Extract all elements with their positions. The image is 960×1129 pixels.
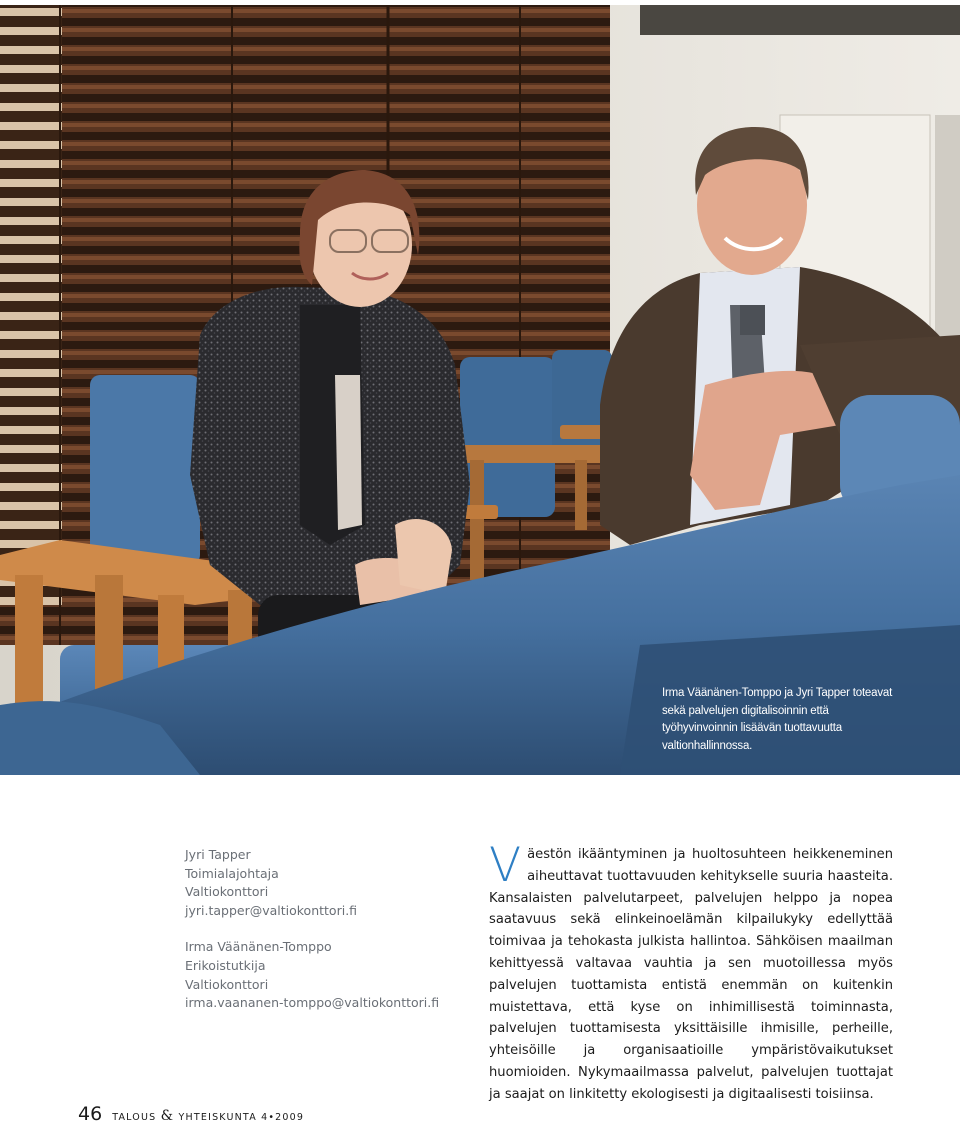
magazine-ampersand: & xyxy=(160,1108,175,1124)
photo-caption: Irma Väänänen-Tomppo ja Jyri Tapper toteavat sekä palvelujen digitalisoinnin että työhyvinvoinnin lisäävän tuottavuutta valtionhallinnossa. xyxy=(662,687,893,752)
contact-organization: Valtiokonttori xyxy=(185,884,269,900)
contact-person xyxy=(185,846,465,920)
page-footer xyxy=(78,1103,304,1129)
page-number: 46 xyxy=(78,1103,103,1125)
article-text: äestön ikääntyminen ja huoltosuhteen heikkeneminen aiheuttavat tuottavuuden kehitykselle suuria haasteita. Kansalaisten palvelutarpeet, palvelujen helppo ja nopea saatavuus sekä elinkeinoelämän kilpailukyky edellyttää toimivaa ja tehokasta julkista hallintoa. Sähköisen maailman kehittyessä valtavaa vauhtia ja sen muotoillessa myös palvelujen tuottamista entistä enemmän on kuitenkin muistettava, että kyse on inhimillisestä toiminnasta, palvelujen tuottamisesta yksittäisille ihmisille, perheille, yhteisöille ja organisaatioille ympäristövaikutukset huomioiden. Nykymaailmassa palvelut, palvelujen tuottajat ja saajat on linkitetty ekologisesti ja digitaalisesti toisiinsa. xyxy=(489,847,893,1102)
drop-cap: V xyxy=(489,838,522,893)
contact-person xyxy=(185,938,465,1012)
contact-info xyxy=(185,846,465,1031)
contact-email[interactable]: jyri.tapper@valtiokonttori.fi xyxy=(185,902,358,918)
magazine-name xyxy=(112,1108,304,1124)
magazine-name-part: YHTEISKUNTA 4•2009 xyxy=(178,1112,305,1123)
contact-email[interactable]: irma.vaananen-tomppo@valtiokonttori.fi xyxy=(185,995,440,1011)
contact-title: Erikoistutkija xyxy=(185,957,266,973)
contact-name: Jyri Tapper xyxy=(185,847,251,862)
article-photo xyxy=(0,5,960,775)
magazine-name-part: TALOUS xyxy=(112,1112,157,1123)
article-body xyxy=(489,838,893,1106)
contact-organization: Valtiokonttori xyxy=(185,976,269,992)
contact-title: Toimialajohtaja xyxy=(185,865,279,881)
contact-name: Irma Väänänen-Tomppo xyxy=(185,939,332,955)
